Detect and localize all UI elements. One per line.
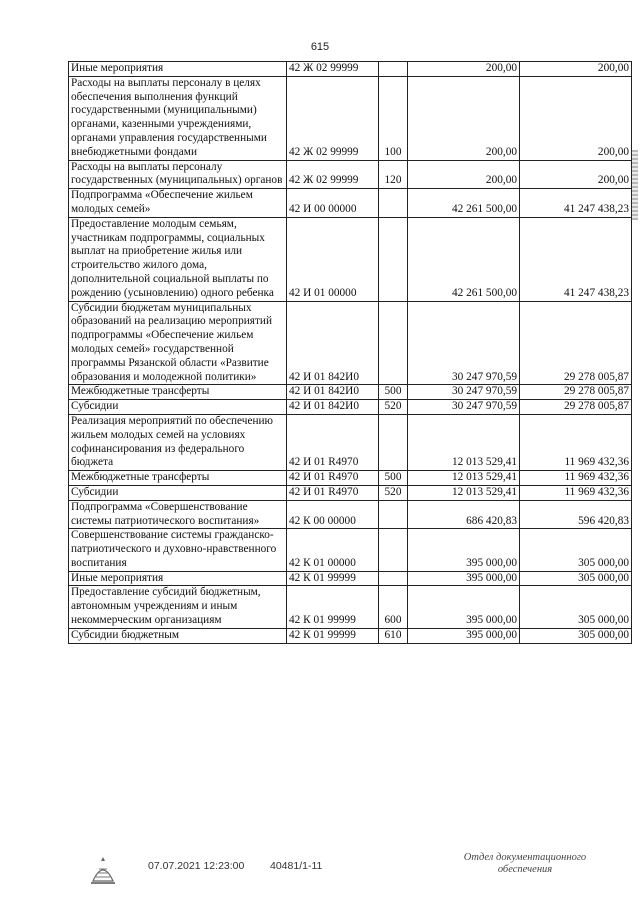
row-code-cell: 42 Ж 02 99999 [287,76,379,160]
table-row [69,217,632,301]
row-planned-amount-cell: 395 000,00 [408,586,520,628]
row-executed-amount-cell: 200,00 [520,62,632,77]
table-row [69,500,632,529]
table-row [69,62,632,77]
row-expense-type-cell: 120 [379,160,408,189]
row-name-cell: Предоставление молодым семьям, участникам подпрограммы, социальных выплат на приобретение жилья или строительство жилого дома, дополнительной социальной выплаты по рождению (усыновлению) одного ребенка [69,217,287,301]
row-executed-amount-cell: 305 000,00 [520,586,632,628]
row-code-cell: 42 И 01 R4970 [287,471,379,486]
row-code-cell: 42 И 01 00000 [287,217,379,301]
row-code-cell: 42 Ж 02 99999 [287,62,379,77]
table-row [69,160,632,189]
row-name-cell: Реализация мероприятий по обеспечению жильем молодых семей на условиях софинансирования из федерального бюджета [69,414,287,470]
row-name-cell: Подпрограмма «Обеспечение жильем молодых семей» [69,189,287,218]
row-executed-amount-cell: 41 247 438,23 [520,189,632,218]
table-row [69,301,632,385]
row-planned-amount-cell: 686 420,83 [408,500,520,529]
row-name-cell: Межбюджетные трансферты [69,385,287,400]
row-name-cell: Совершенствование системы гражданско-патриотического и духовно-нравственного воспитания [69,529,287,571]
row-executed-amount-cell: 305 000,00 [520,529,632,571]
row-name-cell: Иные мероприятия [69,62,287,77]
row-executed-amount-cell: 29 278 005,87 [520,301,632,385]
row-expense-type-cell: 610 [379,628,408,643]
row-expense-type-cell: 600 [379,586,408,628]
table-row [69,586,632,628]
table-row [69,485,632,500]
row-planned-amount-cell: 200,00 [408,76,520,160]
footer-doc-number: 40481/1-11 [270,860,323,872]
row-executed-amount-cell: 200,00 [520,76,632,160]
table-row [69,189,632,218]
row-name-cell: Субсидии [69,400,287,415]
row-expense-type-cell [379,62,408,77]
row-executed-amount-cell: 41 247 438,23 [520,217,632,301]
row-planned-amount-cell: 200,00 [408,160,520,189]
row-executed-amount-cell: 305 000,00 [520,571,632,586]
row-name-cell: Субсидии [69,485,287,500]
row-code-cell: 42 И 01 R4970 [287,485,379,500]
row-name-cell: Предоставление субсидий бюджетным, автономным учреждениям и иным некоммерческим организациям [69,586,287,628]
row-executed-amount-cell: 305 000,00 [520,628,632,643]
footer-datetime: 07.07.2021 12:23:00 [148,860,245,872]
row-name-cell: Расходы на выплаты персоналу в целях обеспечения выполнения функций государственными (муниципальными) органами, казенными учреждениями, органами управления государственными внебюджетными фондами [69,76,287,160]
row-name-cell: Субсидии бюджетным [69,628,287,643]
table-row [69,471,632,486]
row-expense-type-cell [379,189,408,218]
table-row [69,414,632,470]
row-executed-amount-cell: 200,00 [520,160,632,189]
row-code-cell: 42 И 01 842И0 [287,385,379,400]
row-executed-amount-cell: 11 969 432,36 [520,414,632,470]
scan-edge-mark [632,150,638,220]
row-planned-amount-cell: 30 247 970,59 [408,301,520,385]
row-code-cell: 42 К 01 99999 [287,628,379,643]
row-planned-amount-cell: 12 013 529,41 [408,414,520,470]
emblem-icon [87,855,119,887]
row-code-cell: 42 И 01 842И0 [287,301,379,385]
row-planned-amount-cell: 200,00 [408,62,520,77]
row-name-cell: Подпрограмма «Совершенствование системы патриотического воспитания» [69,500,287,529]
row-name-cell: Межбюджетные трансферты [69,471,287,486]
row-name-cell: Иные мероприятия [69,571,287,586]
row-code-cell: 42 И 00 00000 [287,189,379,218]
row-planned-amount-cell: 30 247 970,59 [408,400,520,415]
table-row [69,628,632,643]
row-executed-amount-cell: 29 278 005,87 [520,385,632,400]
row-executed-amount-cell: 29 278 005,87 [520,400,632,415]
row-code-cell: 42 Ж 02 99999 [287,160,379,189]
table-row [69,400,632,415]
row-code-cell: 42 К 00 00000 [287,500,379,529]
row-expense-type-cell [379,500,408,529]
row-planned-amount-cell: 12 013 529,41 [408,471,520,486]
row-expense-type-cell [379,414,408,470]
row-planned-amount-cell: 42 261 500,00 [408,189,520,218]
row-expense-type-cell [379,529,408,571]
table-row [69,529,632,571]
budget-table-body [69,62,632,644]
row-code-cell: 42 К 01 00000 [287,529,379,571]
row-name-cell: Субсидии бюджетам муниципальных образований на реализацию мероприятий подпрограммы «Обеспечение жильем молодых семей» государственной программы Рязанской области «Развитие образования и молодежной политики» [69,301,287,385]
row-planned-amount-cell: 30 247 970,59 [408,385,520,400]
row-planned-amount-cell: 395 000,00 [408,628,520,643]
department-stamp: Отдел документационного обеспечения [463,852,587,875]
table-row [69,385,632,400]
row-expense-type-cell [379,301,408,385]
row-expense-type-cell: 520 [379,485,408,500]
row-expense-type-cell [379,217,408,301]
table-row [69,571,632,586]
row-planned-amount-cell: 42 261 500,00 [408,217,520,301]
row-name-cell: Расходы на выплаты персоналу государственных (муниципальных) органов [69,160,287,189]
row-planned-amount-cell: 12 013 529,41 [408,485,520,500]
row-expense-type-cell: 500 [379,471,408,486]
budget-table [68,61,632,644]
row-code-cell: 42 И 01 842И0 [287,400,379,415]
page-number: 615 [310,41,330,53]
row-code-cell: 42 К 01 99999 [287,586,379,628]
row-executed-amount-cell: 11 969 432,36 [520,471,632,486]
row-executed-amount-cell: 11 969 432,36 [520,485,632,500]
row-code-cell: 42 И 01 R4970 [287,414,379,470]
row-expense-type-cell [379,571,408,586]
row-expense-type-cell: 100 [379,76,408,160]
table-row [69,76,632,160]
row-code-cell: 42 К 01 99999 [287,571,379,586]
row-expense-type-cell: 500 [379,385,408,400]
row-executed-amount-cell: 596 420,83 [520,500,632,529]
row-expense-type-cell: 520 [379,400,408,415]
row-planned-amount-cell: 395 000,00 [408,571,520,586]
row-planned-amount-cell: 395 000,00 [408,529,520,571]
